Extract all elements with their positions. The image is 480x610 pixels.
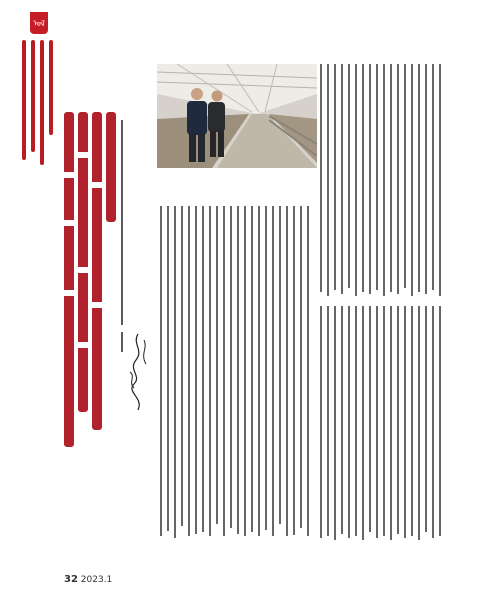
section-badge bbox=[30, 12, 48, 34]
body-text-right-lower bbox=[320, 306, 448, 541]
page-number: 32 bbox=[64, 574, 78, 585]
author-signature bbox=[118, 332, 158, 412]
issue-date: 2023.1 bbox=[80, 575, 113, 585]
body-text-left bbox=[160, 206, 310, 541]
page-footer bbox=[64, 574, 112, 585]
section-badge-label: ᠤᠯ bbox=[33, 19, 45, 28]
article-headline bbox=[64, 112, 116, 452]
sidebar-vertical-title bbox=[22, 40, 58, 180]
article-photo bbox=[157, 64, 317, 168]
body-text-right-upper bbox=[320, 64, 448, 296]
